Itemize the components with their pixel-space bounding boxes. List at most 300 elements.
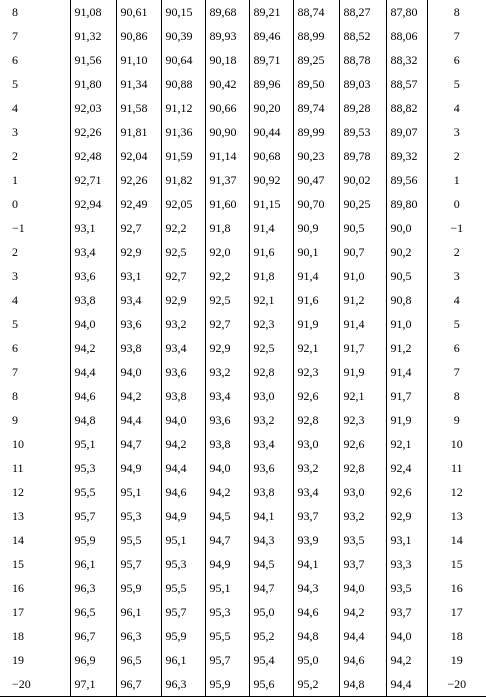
table-cell: 95,0	[293, 648, 339, 672]
row-label-left: 1	[12, 173, 18, 187]
table-cell: 91,7	[386, 384, 427, 408]
table-cell: 90,2	[386, 240, 427, 264]
table-cell: 90,88	[161, 72, 205, 96]
table-cell: 89,28	[339, 96, 386, 120]
table-cell: 95,1	[161, 528, 205, 552]
table-cell: 93,1	[386, 528, 427, 552]
row-label-left: −1	[12, 221, 25, 235]
table-cell: 93,6	[161, 360, 205, 384]
table-cell: 90,18	[205, 48, 249, 72]
table-cell: 91,36	[161, 120, 205, 144]
table-cell: 90,68	[249, 144, 293, 168]
table-cell: 95,1	[70, 432, 116, 456]
table-cell: 92,05	[161, 192, 205, 216]
table-cell: 94,9	[205, 552, 249, 576]
table-cell: 89,68	[205, 0, 249, 24]
table-cell: 88,06	[386, 24, 427, 48]
table-row	[0, 288, 486, 312]
table-row	[0, 528, 486, 552]
table-cell: 94,0	[339, 576, 386, 600]
table-cell: 91,7	[339, 336, 386, 360]
table-cell: 92,1	[293, 336, 339, 360]
row-label-right: −20	[427, 672, 486, 697]
table-cell: 94,4	[161, 456, 205, 480]
table-cell: 92,5	[161, 240, 205, 264]
table-cell: 95,5	[116, 528, 161, 552]
row-label-right: −1	[450, 221, 464, 235]
table-cell: 93,5	[339, 528, 386, 552]
row-label-left: 19	[12, 653, 24, 667]
table-cell: 92,5	[249, 336, 293, 360]
row-label-right: 19	[450, 653, 463, 667]
table-cell: 91,8	[205, 216, 249, 240]
table-cell: 90,70	[293, 192, 339, 216]
row-label-right: 16	[450, 581, 463, 595]
table-cell: 91,4	[293, 264, 339, 288]
table-cell: 92,26	[116, 168, 161, 192]
row-label-left: 15	[12, 557, 24, 571]
table-cell: 93,4	[205, 384, 249, 408]
table-cell: 90,42	[205, 72, 249, 96]
table-cell: 91,8	[249, 264, 293, 288]
table-cell: 90,23	[293, 144, 339, 168]
table-row	[0, 72, 486, 96]
table-cell: 92,71	[70, 168, 116, 192]
table-cell: 93,7	[386, 600, 427, 624]
table-cell: 91,14	[205, 144, 249, 168]
table-cell: 91,81	[116, 120, 161, 144]
table-cell: 92,1	[249, 288, 293, 312]
table-cell: 94,6	[70, 384, 116, 408]
row-label-right: 2	[453, 245, 460, 259]
table-cell: 93,6	[70, 264, 116, 288]
row-label-left: 11	[12, 461, 24, 475]
table-row	[0, 312, 486, 336]
table-cell: 90,20	[249, 96, 293, 120]
table-row	[0, 384, 486, 408]
table-row	[0, 552, 486, 576]
table-cell: 95,9	[116, 576, 161, 600]
table-row	[0, 408, 486, 432]
table-row	[0, 120, 486, 144]
table-cell: 94,2	[116, 384, 161, 408]
table-cell: 91,58	[116, 96, 161, 120]
table-row	[0, 96, 486, 120]
row-label-right: 13	[450, 509, 463, 523]
table-cell: 93,2	[293, 456, 339, 480]
table-cell: 91,6	[293, 288, 339, 312]
table-cell: 93,0	[249, 384, 293, 408]
table-cell: 94,2	[70, 336, 116, 360]
table-cell: 92,6	[293, 384, 339, 408]
table-row	[0, 216, 486, 240]
table-cell: 93,6	[116, 312, 161, 336]
table-cell: 92,9	[116, 240, 161, 264]
table-cell: 91,6	[249, 240, 293, 264]
table-cell: 95,0	[249, 600, 293, 624]
table-row	[0, 336, 486, 360]
row-label-left: 8	[12, 5, 18, 19]
table-cell: 94,8	[293, 624, 339, 648]
row-label-left: 4	[12, 101, 18, 115]
table-cell: 91,9	[293, 312, 339, 336]
table-cell: 90,5	[339, 216, 386, 240]
table-cell: 93,5	[386, 576, 427, 600]
table-cell: 93,4	[70, 240, 116, 264]
table-cell: 94,4	[386, 672, 427, 697]
table-cell: 93,4	[293, 480, 339, 504]
table-cell: 93,2	[339, 504, 386, 528]
table-cell: 92,6	[339, 432, 386, 456]
row-label-right: 7	[453, 29, 460, 43]
table-cell: 95,2	[249, 624, 293, 648]
table-cell: 90,86	[116, 24, 161, 48]
table-cell: 92,03	[70, 96, 116, 120]
table-cell: 90,8	[386, 288, 427, 312]
table-cell: 94,2	[161, 432, 205, 456]
table-cell: 96,5	[70, 600, 116, 624]
table-cell: 94,3	[293, 576, 339, 600]
row-label-left: 2	[12, 149, 18, 163]
row-label-left: 6	[12, 53, 18, 67]
table-cell: 89,53	[339, 120, 386, 144]
table-cell: 96,5	[116, 648, 161, 672]
table-cell: 90,25	[339, 192, 386, 216]
table-cell: 94,0	[70, 312, 116, 336]
table-cell: 95,5	[70, 480, 116, 504]
table-cell: 90,90	[205, 120, 249, 144]
row-label-right: 6	[453, 341, 460, 355]
table-cell: 95,7	[205, 648, 249, 672]
row-label-right: 14	[450, 533, 463, 547]
table-cell: 91,56	[70, 48, 116, 72]
table-cell: 91,12	[161, 96, 205, 120]
table-cell: 90,92	[249, 168, 293, 192]
table-cell: 91,4	[339, 312, 386, 336]
table-cell: 91,60	[205, 192, 249, 216]
table-row	[0, 600, 486, 624]
row-label-right: 6	[453, 53, 460, 67]
row-label-left: 3	[12, 125, 18, 139]
table-cell: 94,2	[339, 600, 386, 624]
row-label-right: 4	[453, 101, 460, 115]
row-label-right: 8	[453, 5, 460, 19]
table-cell: 95,3	[161, 552, 205, 576]
table-cell: 93,7	[339, 552, 386, 576]
table-cell: 89,80	[386, 192, 427, 216]
table-cell: 91,9	[339, 360, 386, 384]
table-cell: 96,7	[70, 624, 116, 648]
table-cell: 93,6	[205, 408, 249, 432]
table-cell: 95,9	[161, 624, 205, 648]
table-cell: 93,2	[249, 408, 293, 432]
table-cell: 96,1	[116, 600, 161, 624]
row-label-right: 9	[453, 413, 460, 427]
table-cell: 93,7	[293, 504, 339, 528]
table-cell: 91,2	[386, 336, 427, 360]
table-cell: 94,6	[293, 600, 339, 624]
table-cell: 91,15	[249, 192, 293, 216]
table-cell: 94,8	[70, 408, 116, 432]
table-row	[0, 0, 486, 24]
table-cell: 91,4	[249, 216, 293, 240]
table-cell: 95,6	[249, 672, 293, 697]
table-cell: 94,1	[249, 504, 293, 528]
table-cell: 89,50	[293, 72, 339, 96]
table-cell: 90,66	[205, 96, 249, 120]
table-cell: 95,3	[70, 456, 116, 480]
table-cell: 91,2	[339, 288, 386, 312]
table-cell: 90,0	[386, 216, 427, 240]
table-cell: 93,2	[161, 312, 205, 336]
table-cell: 94,2	[386, 648, 427, 672]
table-cell: 92,94	[70, 192, 116, 216]
table-cell: 92,26	[70, 120, 116, 144]
table-cell: 90,9	[293, 216, 339, 240]
table-cell: 89,93	[205, 24, 249, 48]
row-label-right: 4	[453, 293, 460, 307]
table-cell: 89,21	[249, 0, 293, 24]
table-cell: 93,4	[249, 432, 293, 456]
table-cell: 94,4	[70, 360, 116, 384]
table-cell: 95,4	[249, 648, 293, 672]
table-cell: 96,3	[161, 672, 205, 697]
table-row	[0, 192, 486, 216]
table-cell: 92,49	[116, 192, 161, 216]
table-cell: 93,0	[339, 480, 386, 504]
row-label-left: 13	[12, 509, 24, 523]
row-label-left: 9	[12, 413, 18, 427]
table-cell: 94,2	[205, 480, 249, 504]
row-label-left: 10	[12, 437, 24, 451]
row-label-right: 3	[453, 125, 460, 139]
row-label-right: 10	[450, 437, 463, 451]
row-label-right: 5	[453, 77, 460, 91]
table-row	[0, 168, 486, 192]
table-cell: 95,1	[205, 576, 249, 600]
table-cell: 92,1	[386, 432, 427, 456]
row-label-right: 18	[450, 629, 463, 643]
table-cell: 91,59	[161, 144, 205, 168]
table-cell: 94,7	[205, 528, 249, 552]
table-cell: 94,0	[205, 456, 249, 480]
table-cell: 92,3	[293, 360, 339, 384]
table-cell: 88,82	[386, 96, 427, 120]
table-cell: 94,4	[339, 624, 386, 648]
table-cell: 93,1	[70, 216, 116, 240]
table-row	[0, 672, 486, 697]
table-cell: 89,74	[293, 96, 339, 120]
table-cell: 95,3	[116, 504, 161, 528]
table-cell: 92,8	[339, 456, 386, 480]
table-cell: 93,8	[249, 480, 293, 504]
row-label-left: 6	[12, 341, 18, 355]
table-row	[0, 264, 486, 288]
table-cell: 96,1	[161, 648, 205, 672]
table-cell: 94,7	[249, 576, 293, 600]
row-label-left: 5	[12, 317, 18, 331]
table-cell: 94,0	[386, 624, 427, 648]
table-cell: 92,04	[116, 144, 161, 168]
table-cell: 92,6	[386, 480, 427, 504]
row-label-left: 5	[12, 77, 18, 91]
row-label-left: 3	[12, 269, 18, 283]
table-cell: 94,0	[116, 360, 161, 384]
table-cell: 95,2	[293, 672, 339, 697]
table-cell: 92,9	[386, 504, 427, 528]
table-cell: 94,5	[205, 504, 249, 528]
table-cell: 90,44	[249, 120, 293, 144]
table-cell: 87,80	[386, 0, 427, 24]
table-cell: 89,32	[386, 144, 427, 168]
table-cell: 95,5	[205, 624, 249, 648]
row-label-right: 8	[453, 389, 460, 403]
table-cell: 89,07	[386, 120, 427, 144]
table-cell: 92,4	[386, 456, 427, 480]
table-cell: 91,0	[339, 264, 386, 288]
row-label-left: 18	[12, 629, 24, 643]
table-cell: 95,7	[116, 552, 161, 576]
table-cell: 94,8	[339, 672, 386, 697]
table-cell: 92,9	[161, 288, 205, 312]
table-cell: 90,02	[339, 168, 386, 192]
row-label-left: 7	[12, 365, 18, 379]
table-row	[0, 624, 486, 648]
table-cell: 94,1	[293, 552, 339, 576]
table-cell: 93,6	[249, 456, 293, 480]
table-cell: 89,78	[339, 144, 386, 168]
table-cell: 96,7	[116, 672, 161, 697]
table-cell: 91,32	[70, 24, 116, 48]
table-cell: 93,1	[116, 264, 161, 288]
table-cell: 97,1	[70, 672, 116, 697]
table-cell: 93,4	[161, 336, 205, 360]
table-row	[0, 504, 486, 528]
row-label-left: 0	[12, 197, 18, 211]
table-cell: 89,25	[293, 48, 339, 72]
table-cell: 92,5	[205, 288, 249, 312]
table-cell: 91,37	[205, 168, 249, 192]
row-label-right: 15	[450, 557, 463, 571]
table-row	[0, 240, 486, 264]
table-cell: 93,8	[205, 432, 249, 456]
table-cell: 89,56	[386, 168, 427, 192]
row-label-left: 8	[12, 389, 18, 403]
table-cell: 94,6	[339, 648, 386, 672]
table-cell: 95,9	[70, 528, 116, 552]
table-cell: 93,0	[293, 432, 339, 456]
table-cell: 93,3	[386, 552, 427, 576]
table-cell: 92,1	[339, 384, 386, 408]
table-cell: 90,7	[339, 240, 386, 264]
table-cell: 88,57	[386, 72, 427, 96]
table-cell: 93,8	[70, 288, 116, 312]
table-cell: 90,61	[116, 0, 161, 24]
table-row	[0, 24, 486, 48]
table-cell: 94,7	[116, 432, 161, 456]
table-cell: 92,9	[205, 336, 249, 360]
table-row	[0, 144, 486, 168]
table-cell: 91,4	[386, 360, 427, 384]
table-cell: 93,8	[116, 336, 161, 360]
table-cell: 91,34	[116, 72, 161, 96]
table-row	[0, 48, 486, 72]
table-cell: 95,7	[70, 504, 116, 528]
table-cell: 92,0	[205, 240, 249, 264]
table-cell: 92,8	[249, 360, 293, 384]
row-label-right: 1	[453, 173, 460, 187]
table-row	[0, 432, 486, 456]
row-label-right: 7	[453, 365, 460, 379]
table-cell: 92,2	[161, 216, 205, 240]
table-row	[0, 456, 486, 480]
table-cell: 93,4	[116, 288, 161, 312]
table-cell: 88,78	[339, 48, 386, 72]
row-label-left: 14	[12, 533, 24, 547]
row-label-right: 3	[453, 269, 460, 283]
table-row	[0, 648, 486, 672]
table-cell: 92,48	[70, 144, 116, 168]
table-cell: 90,5	[386, 264, 427, 288]
table-cell: 89,71	[249, 48, 293, 72]
row-label-right: 17	[450, 605, 463, 619]
table-cell: 92,2	[205, 264, 249, 288]
table-cell: 95,7	[161, 600, 205, 624]
table-cell: 96,3	[116, 624, 161, 648]
table-cell: 94,4	[116, 408, 161, 432]
table-cell: 92,7	[205, 312, 249, 336]
table-cell: 95,3	[205, 600, 249, 624]
table-cell: 89,99	[293, 120, 339, 144]
table-cell: 95,5	[161, 576, 205, 600]
row-label-right: 12	[450, 485, 463, 499]
table-cell: 93,8	[161, 384, 205, 408]
table-cell: 91,80	[70, 72, 116, 96]
table-cell: 91,82	[161, 168, 205, 192]
table-cell: 96,1	[70, 552, 116, 576]
table-cell: 90,64	[161, 48, 205, 72]
table-cell: 91,10	[116, 48, 161, 72]
table-cell: 94,5	[249, 552, 293, 576]
table-cell: 89,03	[339, 72, 386, 96]
row-label-left: 16	[12, 581, 24, 595]
table-cell: 88,52	[339, 24, 386, 48]
table-cell: 89,96	[249, 72, 293, 96]
table-cell: 94,9	[161, 504, 205, 528]
table-cell: 92,3	[249, 312, 293, 336]
table-cell: 90,47	[293, 168, 339, 192]
row-label-left: 17	[12, 605, 24, 619]
table-cell: 88,27	[339, 0, 386, 24]
table-cell: 95,1	[116, 480, 161, 504]
row-label-left: 2	[12, 245, 18, 259]
table-cell: 88,99	[293, 24, 339, 48]
row-label-right: 11	[450, 461, 463, 475]
row-label-right: 5	[453, 317, 460, 331]
table-cell: 91,0	[386, 312, 427, 336]
table-cell: 94,9	[116, 456, 161, 480]
table-cell: 91,08	[70, 0, 116, 24]
row-label-left: 4	[12, 293, 18, 307]
table-cell: 94,3	[249, 528, 293, 552]
table-cell: 92,7	[116, 216, 161, 240]
row-label-right: 0	[453, 197, 460, 211]
row-label-left: 7	[12, 29, 18, 43]
row-label-right: 2	[453, 149, 460, 163]
table-cell: 90,1	[293, 240, 339, 264]
table-cell: 96,9	[70, 648, 116, 672]
row-label-left: 12	[12, 485, 24, 499]
